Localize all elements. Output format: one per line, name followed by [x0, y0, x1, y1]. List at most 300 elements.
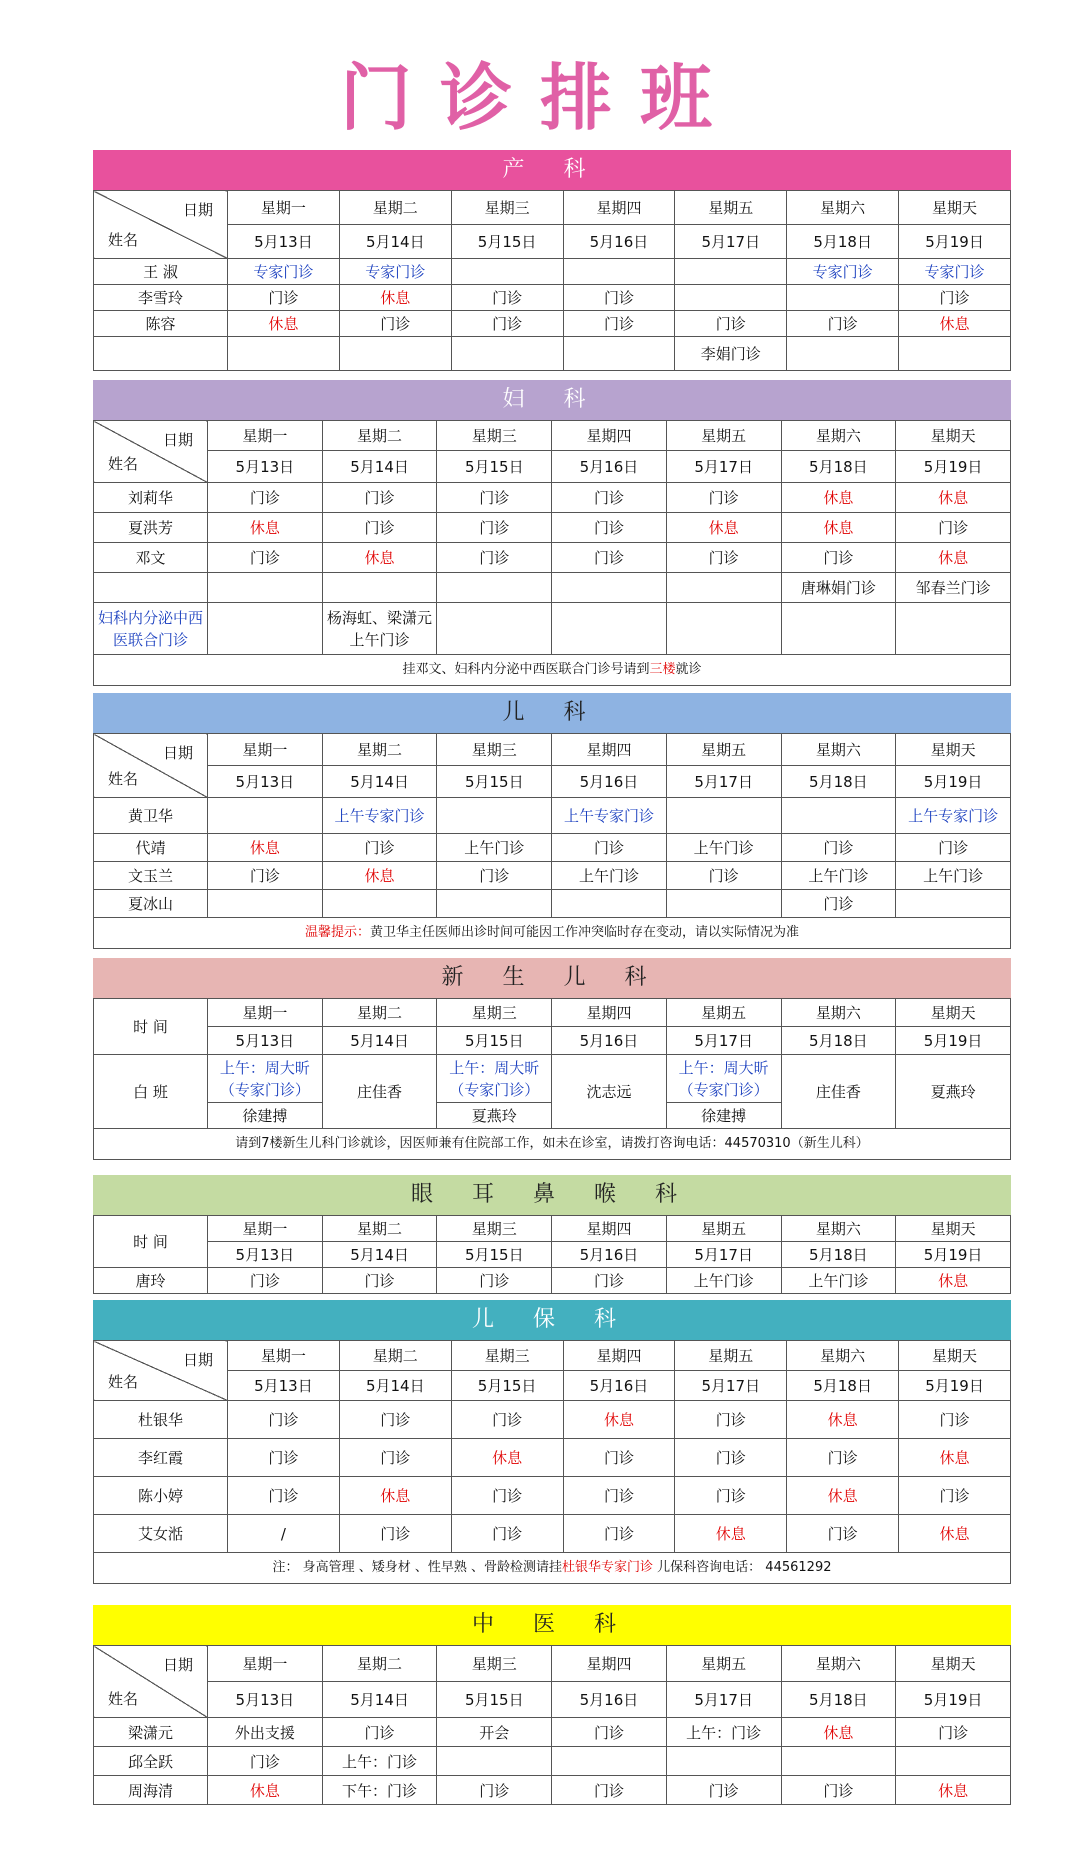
date-header: 5月18日 [781, 1682, 896, 1718]
schedule-cell: 门诊 [437, 543, 552, 573]
schedule-cell: 专家门诊 [339, 259, 451, 285]
date-header: 5月18日 [781, 766, 896, 798]
date-header: 5月18日 [781, 1242, 896, 1268]
staff-name: 刘莉华 [94, 483, 208, 513]
schedule-cell [563, 259, 675, 285]
schedule-cell: 休息 [899, 311, 1011, 337]
weekday-header: 星期天 [896, 1216, 1011, 1242]
schedule-cell: 门诊 [208, 543, 323, 573]
schedule-cell: 专家门诊 [228, 259, 340, 285]
schedule-cell: 门诊 [563, 1515, 675, 1553]
weekday-header: 星期一 [228, 191, 340, 225]
schedule-cell: 门诊 [563, 311, 675, 337]
schedule-cell: / [228, 1515, 340, 1553]
schedule-cell: 门诊 [899, 1401, 1011, 1439]
schedule-cell [552, 573, 667, 603]
date-header: 5月17日 [666, 1682, 781, 1718]
date-header: 5月17日 [666, 1242, 781, 1268]
table-row [94, 259, 1011, 285]
schedule-cell: 门诊 [228, 285, 340, 311]
weekday-header: 星期二 [339, 191, 451, 225]
schedule-cell: 门诊 [552, 834, 667, 862]
schedule-cell: 上午：门诊 [322, 1747, 437, 1776]
staff-name [94, 573, 208, 603]
schedule-cell: 李娟门诊 [675, 337, 787, 371]
schedule-cell: 门诊 [781, 890, 896, 918]
weekday-header: 星期四 [563, 1341, 675, 1371]
schedule-cell [322, 890, 437, 918]
date-header: 5月15日 [437, 766, 552, 798]
schedule-cell: 门诊 [339, 311, 451, 337]
schedule-cell: 休息 [896, 483, 1011, 513]
schedule-cell: 上午门诊 [666, 834, 781, 862]
schedule-cell: 邹春兰门诊 [896, 573, 1011, 603]
weekday-header: 星期五 [666, 1216, 781, 1242]
weekday-header: 星期二 [322, 999, 437, 1027]
schedule-cell: 徐建搏 [666, 1103, 781, 1129]
schedule-cell: 门诊 [899, 285, 1011, 311]
date-header: 5月19日 [896, 1027, 1011, 1055]
table-row [94, 1401, 1011, 1439]
weekday-header: 星期三 [437, 1216, 552, 1242]
table-row [94, 890, 1011, 918]
schedule-cell [787, 337, 899, 371]
staff-name: 夏冰山 [94, 890, 208, 918]
am-expert-cell: 上午：周大昕 （专家门诊） [666, 1055, 781, 1103]
am-expert-cell: 上午：周大昕 （专家门诊） [208, 1055, 323, 1103]
schedule-cell: 门诊 [322, 1268, 437, 1294]
date-header: 5月18日 [787, 225, 899, 259]
schedule-cell: 门诊 [552, 513, 667, 543]
schedule-cell: 门诊 [322, 1718, 437, 1747]
table-row [94, 1439, 1011, 1477]
table-corner: 日期 姓名 [94, 191, 228, 259]
table-corner: 日期 姓名 [94, 421, 208, 483]
schedule-cell: 夏燕玲 [896, 1055, 1011, 1129]
schedule-cell [451, 259, 563, 285]
schedule-cell [666, 798, 781, 834]
schedule-cell: 门诊 [675, 1477, 787, 1515]
date-header: 5月19日 [896, 451, 1011, 483]
schedule-cell [437, 798, 552, 834]
gynecology-section [93, 380, 1011, 686]
weekday-header: 星期三 [437, 999, 552, 1027]
weekday-header: 星期天 [896, 1646, 1011, 1682]
tcm-header: 中 医 科 [93, 1605, 1011, 1645]
date-header: 5月13日 [228, 1371, 340, 1401]
schedule-cell: 门诊 [552, 543, 667, 573]
schedule-cell [896, 890, 1011, 918]
schedule-cell: 休息 [781, 483, 896, 513]
schedule-cell: 夏燕玲 [437, 1103, 552, 1129]
schedule-cell: 门诊 [563, 1439, 675, 1477]
schedule-cell: 门诊 [208, 862, 323, 890]
date-header: 5月15日 [451, 1371, 563, 1401]
staff-name: 文玉兰 [94, 862, 208, 890]
schedule-cell [666, 573, 781, 603]
schedule-cell: 门诊 [451, 1401, 563, 1439]
schedule-cell: 门诊 [787, 1439, 899, 1477]
schedule-cell: 门诊 [228, 1477, 340, 1515]
weekday-header: 星期四 [552, 1646, 667, 1682]
schedule-cell: 上午专家门诊 [896, 798, 1011, 834]
table-row [94, 543, 1011, 573]
schedule-cell: 门诊 [339, 1515, 451, 1553]
schedule-cell: 门诊 [339, 1439, 451, 1477]
date-header: 5月18日 [787, 1371, 899, 1401]
weekday-header: 星期四 [552, 1216, 667, 1242]
schedule-cell: 门诊 [437, 862, 552, 890]
date-header: 5月13日 [208, 1242, 323, 1268]
weekday-header: 星期二 [322, 734, 437, 766]
schedule-cell: 上午门诊 [781, 862, 896, 890]
schedule-cell [781, 1747, 896, 1776]
schedule-cell [208, 573, 323, 603]
obstetrics-section [93, 150, 1011, 371]
staff-name: 邱全跃 [94, 1747, 208, 1776]
child-care-header: 儿 保 科 [93, 1300, 1011, 1340]
table-row [94, 483, 1011, 513]
schedule-cell: 休息 [675, 1515, 787, 1553]
staff-name: 夏洪芳 [94, 513, 208, 543]
staff-name: 周海清 [94, 1776, 208, 1805]
date-header: 5月15日 [451, 225, 563, 259]
date-header: 5月17日 [666, 766, 781, 798]
staff-name: 李雪玲 [94, 285, 228, 311]
joint-clinic-label: 妇科内分泌中西医联合门诊 [94, 603, 208, 655]
date-header: 5月15日 [437, 1242, 552, 1268]
schedule-cell: 门诊 [563, 285, 675, 311]
table-row [94, 513, 1011, 543]
date-header: 5月14日 [322, 1027, 437, 1055]
staff-name [94, 337, 228, 371]
schedule-cell [339, 337, 451, 371]
weekday-header: 星期五 [666, 1646, 781, 1682]
schedule-cell: 门诊 [322, 513, 437, 543]
schedule-cell: 休息 [322, 862, 437, 890]
schedule-cell: 门诊 [787, 1515, 899, 1553]
date-header: 5月16日 [552, 1027, 667, 1055]
schedule-cell: 门诊 [228, 1401, 340, 1439]
schedule-cell: 外出支援 [208, 1718, 323, 1747]
schedule-cell: 休息 [899, 1515, 1011, 1553]
weekday-header: 星期天 [896, 734, 1011, 766]
table-row [94, 798, 1011, 834]
schedule-cell: 门诊 [451, 311, 563, 337]
date-header: 5月14日 [322, 451, 437, 483]
weekday-header: 星期五 [666, 421, 781, 451]
date-header: 5月17日 [675, 225, 787, 259]
table-corner: 日期 姓名 [94, 1341, 228, 1401]
weekday-header: 星期四 [552, 421, 667, 451]
schedule-cell: 休息 [896, 1776, 1011, 1805]
schedule-cell: 休息 [208, 834, 323, 862]
date-header: 5月18日 [781, 451, 896, 483]
tcm-table [93, 1645, 1011, 1805]
weekday-header: 星期天 [896, 421, 1011, 451]
weekday-header: 星期四 [563, 191, 675, 225]
schedule-cell: 庄佳香 [322, 1055, 437, 1129]
page-title: 门诊排班 [339, 56, 740, 140]
weekday-header: 星期三 [437, 734, 552, 766]
time-label: 时 间 [94, 1216, 208, 1268]
weekday-header: 星期二 [322, 1216, 437, 1242]
schedule-cell [208, 890, 323, 918]
schedule-cell [666, 890, 781, 918]
schedule-cell: 门诊 [208, 1268, 323, 1294]
time-label: 时 间 [94, 999, 208, 1055]
gynecology-header: 妇 科 [93, 380, 1011, 420]
schedule-cell [563, 337, 675, 371]
date-header: 5月14日 [322, 1682, 437, 1718]
date-header: 5月14日 [339, 1371, 451, 1401]
schedule-cell [675, 259, 787, 285]
schedule-cell: 休息 [666, 513, 781, 543]
date-header: 5月19日 [899, 225, 1011, 259]
date-header: 5月14日 [339, 225, 451, 259]
schedule-cell: 门诊 [451, 1515, 563, 1553]
weekday-header: 星期六 [787, 191, 899, 225]
schedule-cell [552, 890, 667, 918]
date-header: 5月19日 [899, 1371, 1011, 1401]
table-row [94, 1268, 1011, 1294]
staff-name: 邓文 [94, 543, 208, 573]
staff-name: 艾女湉 [94, 1515, 228, 1553]
weekday-header: 星期二 [339, 1341, 451, 1371]
schedule-cell: 休息 [208, 513, 323, 543]
am-expert-cell: 上午：周大昕 （专家门诊） [437, 1055, 552, 1103]
staff-name: 王 淑 [94, 259, 228, 285]
schedule-cell: 休息 [228, 311, 340, 337]
schedule-cell [451, 337, 563, 371]
schedule-cell: 专家门诊 [899, 259, 1011, 285]
weekday-header: 星期五 [675, 191, 787, 225]
weekday-header: 星期六 [781, 999, 896, 1027]
schedule-cell: 专家门诊 [787, 259, 899, 285]
schedule-cell: 门诊 [781, 543, 896, 573]
date-header: 5月16日 [563, 225, 675, 259]
child-care-table [93, 1340, 1011, 1553]
pediatrics-header: 儿 科 [93, 693, 1011, 733]
schedule-cell [781, 798, 896, 834]
schedule-cell: 门诊 [666, 1776, 781, 1805]
schedule-cell: 门诊 [208, 1747, 323, 1776]
schedule-cell: 门诊 [451, 1477, 563, 1515]
schedule-cell: 门诊 [675, 1401, 787, 1439]
schedule-cell [787, 285, 899, 311]
schedule-cell: 上午门诊 [437, 834, 552, 862]
schedule-cell: 门诊 [899, 1477, 1011, 1515]
date-header: 5月15日 [437, 451, 552, 483]
weekday-header: 星期天 [899, 1341, 1011, 1371]
date-header: 5月16日 [552, 451, 667, 483]
schedule-cell: 门诊 [552, 1268, 667, 1294]
weekday-header: 星期二 [322, 421, 437, 451]
tcm-section [93, 1605, 1011, 1805]
schedule-cell: 上午门诊 [666, 1268, 781, 1294]
date-header: 5月13日 [208, 1027, 323, 1055]
schedule-cell: 休息 [896, 543, 1011, 573]
schedule-cell: 门诊 [451, 285, 563, 311]
date-header: 5月19日 [896, 1682, 1011, 1718]
obstetrics-table [93, 190, 1011, 371]
schedule-cell: 门诊 [896, 834, 1011, 862]
neonatal-section [93, 958, 1011, 1160]
schedule-cell: 门诊 [322, 483, 437, 513]
schedule-cell [228, 337, 340, 371]
date-header: 5月13日 [208, 1682, 323, 1718]
weekday-header: 星期六 [781, 1646, 896, 1682]
weekday-header: 星期一 [208, 1646, 323, 1682]
schedule-cell [552, 1747, 667, 1776]
staff-name: 黄卫华 [94, 798, 208, 834]
schedule-cell: 上午：门诊 [666, 1718, 781, 1747]
staff-name: 代靖 [94, 834, 208, 862]
weekday-header: 星期六 [781, 734, 896, 766]
weekday-header: 星期三 [437, 421, 552, 451]
schedule-cell: 门诊 [666, 862, 781, 890]
table-row [94, 862, 1011, 890]
schedule-cell: 沈志远 [552, 1055, 667, 1129]
schedule-cell [666, 1747, 781, 1776]
schedule-cell: 门诊 [563, 1477, 675, 1515]
schedule-cell: 门诊 [781, 1776, 896, 1805]
table-row [94, 1747, 1011, 1776]
schedule-cell: 门诊 [781, 834, 896, 862]
date-header: 5月16日 [563, 1371, 675, 1401]
weekday-header: 星期三 [451, 191, 563, 225]
schedule-cell: 门诊 [437, 513, 552, 543]
schedule-cell: 门诊 [208, 483, 323, 513]
schedule-cell: 门诊 [437, 1776, 552, 1805]
ent-table [93, 1215, 1011, 1294]
pediatrics-table [93, 733, 1011, 918]
table-corner: 日期 姓名 [94, 1646, 208, 1718]
schedule-cell [675, 285, 787, 311]
weekday-header: 星期天 [899, 191, 1011, 225]
table-corner: 日期 姓名 [94, 734, 208, 798]
schedule-cell: 开会 [437, 1718, 552, 1747]
schedule-cell: 休息 [451, 1439, 563, 1477]
schedule-cell: 休息 [787, 1401, 899, 1439]
schedule-cell: 门诊 [339, 1401, 451, 1439]
child-care-note: 注： 身高管理 、矮身材 、性早熟 、骨龄检测请挂杜银华专家门诊 儿保科咨询电话： 44561292 [93, 1553, 1011, 1584]
schedule-cell: 上午门诊 [781, 1268, 896, 1294]
weekday-header: 星期一 [208, 1216, 323, 1242]
weekday-header: 星期五 [666, 999, 781, 1027]
schedule-cell: 休息 [339, 285, 451, 311]
schedule-cell: 徐建搏 [208, 1103, 323, 1129]
joint-clinic-cell: 杨海虹、梁潇元上午门诊 [322, 603, 437, 655]
weekday-header: 星期三 [451, 1341, 563, 1371]
pediatrics-note: 温馨提示：黄卫华主任医师出诊时间可能因工作冲突临时存在变动，请以实际情况为准 [93, 918, 1011, 949]
schedule-cell: 休息 [787, 1477, 899, 1515]
weekday-header: 星期六 [781, 421, 896, 451]
schedule-cell: 门诊 [322, 834, 437, 862]
table-row [94, 337, 1011, 371]
date-header: 5月16日 [552, 1682, 667, 1718]
date-header: 5月15日 [437, 1682, 552, 1718]
table-row [94, 1718, 1011, 1747]
date-header: 5月14日 [322, 1242, 437, 1268]
weekday-header: 星期天 [896, 999, 1011, 1027]
weekday-header: 星期二 [322, 1646, 437, 1682]
schedule-cell: 门诊 [896, 513, 1011, 543]
date-header: 5月13日 [228, 225, 340, 259]
schedule-cell: 上午门诊 [552, 862, 667, 890]
weekday-header: 星期一 [228, 1341, 340, 1371]
neonatal-note: 请到7楼新生儿科门诊就诊，因医师兼有住院部工作，如未在诊室，请拨打咨询电话：44570310（新生儿科） [93, 1129, 1011, 1160]
ent-header: 眼 耳 鼻 喉 科 [93, 1175, 1011, 1215]
weekday-header: 星期四 [552, 734, 667, 766]
staff-name: 李红霞 [94, 1439, 228, 1477]
schedule-cell: 门诊 [787, 311, 899, 337]
child-care-section [93, 1300, 1011, 1584]
schedule-cell: 休息 [339, 1477, 451, 1515]
schedule-cell: 上午专家门诊 [552, 798, 667, 834]
date-header: 5月13日 [208, 451, 323, 483]
table-row [94, 285, 1011, 311]
date-header: 5月18日 [781, 1027, 896, 1055]
schedule-cell [437, 1747, 552, 1776]
table-row [94, 1515, 1011, 1553]
gynecology-note: 挂邓文、妇科内分泌中西医联合门诊号请到三楼就诊 [93, 655, 1011, 686]
schedule-cell [896, 1747, 1011, 1776]
schedule-cell: 门诊 [666, 543, 781, 573]
pediatrics-section [93, 693, 1011, 949]
weekday-header: 星期三 [437, 1646, 552, 1682]
schedule-cell [899, 337, 1011, 371]
schedule-cell: 休息 [322, 543, 437, 573]
weekday-header: 星期五 [666, 734, 781, 766]
date-header: 5月16日 [552, 1242, 667, 1268]
weekday-header: 星期一 [208, 999, 323, 1027]
schedule-cell: 门诊 [552, 1718, 667, 1747]
staff-name: 杜银华 [94, 1401, 228, 1439]
schedule-cell: 休息 [781, 1718, 896, 1747]
neonatal-header: 新 生 儿 科 [93, 958, 1011, 998]
table-row [94, 573, 1011, 603]
obstetrics-header: 产 科 [93, 150, 1011, 190]
weekday-header: 星期四 [552, 999, 667, 1027]
neonatal-table [93, 998, 1011, 1129]
schedule-cell [208, 798, 323, 834]
schedule-cell: 休息 [899, 1439, 1011, 1477]
date-header: 5月17日 [666, 1027, 781, 1055]
date-header: 5月17日 [675, 1371, 787, 1401]
schedule-cell [437, 573, 552, 603]
day-shift-label: 白 班 [94, 1055, 208, 1129]
schedule-cell: 门诊 [552, 1776, 667, 1805]
schedule-cell: 唐琳娟门诊 [781, 573, 896, 603]
gynecology-table [93, 420, 1011, 655]
date-header: 5月17日 [666, 451, 781, 483]
table-row [94, 834, 1011, 862]
schedule-cell: 门诊 [552, 483, 667, 513]
ent-section [93, 1175, 1011, 1294]
table-row [94, 311, 1011, 337]
staff-name: 唐玲 [94, 1268, 208, 1294]
schedule-cell: 门诊 [437, 483, 552, 513]
schedule-cell: 门诊 [228, 1439, 340, 1477]
schedule-cell: 休息 [781, 513, 896, 543]
schedule-cell: 上午门诊 [896, 862, 1011, 890]
schedule-cell: 门诊 [896, 1718, 1011, 1747]
schedule-cell: 门诊 [675, 1439, 787, 1477]
schedule-cell: 下午：门诊 [322, 1776, 437, 1805]
date-header: 5月19日 [896, 1242, 1011, 1268]
date-header: 5月14日 [322, 766, 437, 798]
